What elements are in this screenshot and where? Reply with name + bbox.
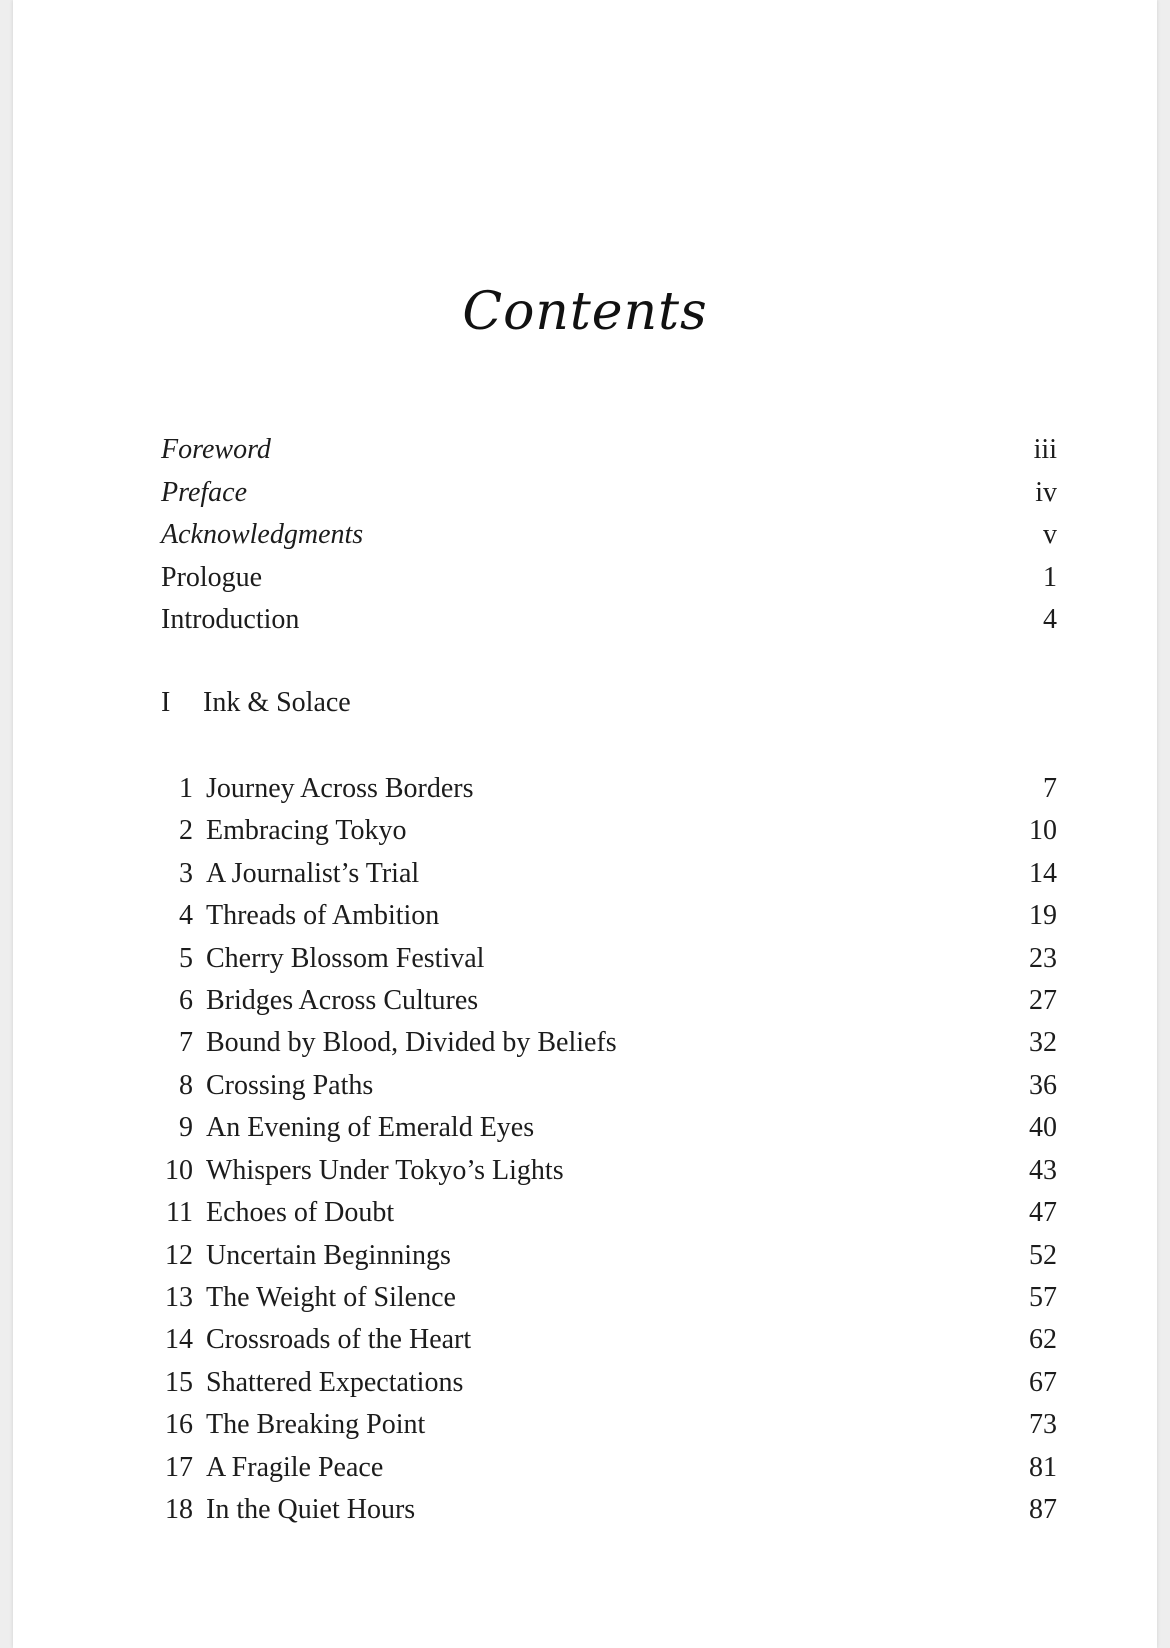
toc-chapter-entry[interactable] (161, 1239, 1057, 1273)
toc-chapter-entry[interactable] (161, 1196, 1057, 1230)
chapter-number: 4 (179, 900, 193, 931)
toc-chapter-entry[interactable] (161, 814, 1057, 848)
page-title: Contents (462, 282, 708, 342)
chapter-number: 15 (165, 1367, 193, 1398)
chapter-title: In the Quiet Hours (206, 1494, 416, 1525)
toc-page-number: 81 (1029, 1452, 1057, 1483)
toc-entry-prologue[interactable] (161, 561, 1057, 595)
part-number: I (161, 687, 171, 718)
toc-chapter-entry[interactable] (161, 772, 1057, 806)
toc-page-number: 19 (1029, 900, 1057, 931)
toc-entry-label: Acknowledgments (161, 519, 364, 550)
chapter-number: 8 (179, 1070, 193, 1101)
chapter-title: A Fragile Peace (206, 1452, 384, 1483)
toc-page-number: 43 (1029, 1155, 1057, 1186)
toc-page-number: 27 (1029, 985, 1057, 1016)
toc-chapter-entry[interactable] (161, 1366, 1057, 1400)
toc-page-number: 73 (1029, 1409, 1057, 1440)
chapter-number: 6 (179, 985, 193, 1016)
chapter-title: An Evening of Emerald Eyes (206, 1112, 535, 1143)
toc-page-number: 62 (1029, 1324, 1057, 1355)
toc-page-number: 32 (1029, 1027, 1057, 1058)
chapter-title: Uncertain Beginnings (206, 1240, 451, 1271)
toc-page-number: 52 (1029, 1240, 1057, 1271)
chapter-title: Threads of Ambition (206, 900, 440, 931)
toc-entry-introduction[interactable] (161, 603, 1057, 637)
toc-chapter-entry[interactable] (161, 1111, 1057, 1145)
toc-chapter-entry[interactable] (161, 1493, 1057, 1527)
chapter-title: Bridges Across Cultures (206, 985, 479, 1016)
toc-chapter-entry[interactable] (161, 1154, 1057, 1188)
chapter-number: 16 (165, 1409, 193, 1440)
chapter-title: Bound by Blood, Divided by Beliefs (206, 1027, 617, 1058)
toc-page-number: 14 (1029, 858, 1057, 889)
chapter-number: 18 (165, 1494, 193, 1525)
chapter-number: 12 (165, 1240, 193, 1271)
chapter-number: 17 (165, 1452, 193, 1483)
toc-entry-foreword[interactable] (161, 433, 1057, 467)
chapter-title: A Journalist’s Trial (206, 858, 420, 889)
toc-entry-acknowledgments[interactable] (161, 518, 1057, 552)
toc-chapter-entry[interactable] (161, 1451, 1057, 1485)
document-page (13, 0, 1157, 1648)
toc-chapter-entry[interactable] (161, 984, 1057, 1018)
chapter-title: Embracing Tokyo (206, 815, 407, 846)
chapter-number: 14 (165, 1324, 193, 1355)
toc-page-number: v (1043, 519, 1057, 550)
chapter-number: 1 (179, 773, 193, 804)
toc-page-number: 67 (1029, 1367, 1057, 1398)
toc-chapter-entry[interactable] (161, 1069, 1057, 1103)
toc-chapter-entry[interactable] (161, 1281, 1057, 1315)
chapter-title: Shattered Expectations (206, 1367, 464, 1398)
toc-page-number: 36 (1029, 1070, 1057, 1101)
toc-page-number: iv (1035, 477, 1057, 508)
chapter-title: Journey Across Borders (206, 773, 474, 804)
toc-page-number: 10 (1029, 815, 1057, 846)
toc-chapter-entry[interactable] (161, 942, 1057, 976)
chapter-title: The Breaking Point (206, 1409, 426, 1440)
part-title: Ink & Solace (203, 687, 351, 718)
chapter-title: Crossing Paths (206, 1070, 374, 1101)
toc-entry-label: Foreword (161, 434, 271, 465)
toc-page-number: 40 (1029, 1112, 1057, 1143)
toc-chapter-entry[interactable] (161, 1323, 1057, 1357)
toc-page-number: iii (1033, 434, 1057, 465)
toc-entry-label: Preface (161, 477, 248, 508)
chapter-title: Echoes of Doubt (206, 1197, 395, 1228)
chapter-title: Cherry Blossom Festival (206, 943, 485, 974)
toc-page-number: 1 (1043, 562, 1057, 593)
chapter-number: 7 (179, 1027, 193, 1058)
toc-page-number: 7 (1043, 773, 1057, 804)
toc-chapter-entry[interactable] (161, 1408, 1057, 1442)
toc-page-number: 23 (1029, 943, 1057, 974)
chapter-number: 13 (165, 1282, 193, 1313)
chapter-number: 10 (165, 1155, 193, 1186)
toc-page-number: 4 (1043, 604, 1057, 635)
chapter-title: Crossroads of the Heart (206, 1324, 472, 1355)
chapter-title: The Weight of Silence (206, 1282, 456, 1313)
toc-page-number: 47 (1029, 1197, 1057, 1228)
toc-chapter-entry[interactable] (161, 899, 1057, 933)
toc-page-number: 57 (1029, 1282, 1057, 1313)
toc-chapter-entry[interactable] (161, 1026, 1057, 1060)
toc-entry-preface[interactable] (161, 476, 1057, 510)
chapter-number: 5 (179, 943, 193, 974)
toc-page-number: 87 (1029, 1494, 1057, 1525)
chapter-number: 3 (179, 858, 193, 889)
chapter-number: 2 (179, 815, 193, 846)
chapter-title: Whispers Under Tokyo’s Lights (206, 1155, 564, 1186)
toc-chapter-entry[interactable] (161, 857, 1057, 891)
chapter-number: 11 (166, 1197, 193, 1228)
toc-entry-label: Introduction (161, 604, 300, 635)
chapter-number: 9 (179, 1112, 193, 1143)
toc-entry-label: Prologue (161, 562, 263, 593)
